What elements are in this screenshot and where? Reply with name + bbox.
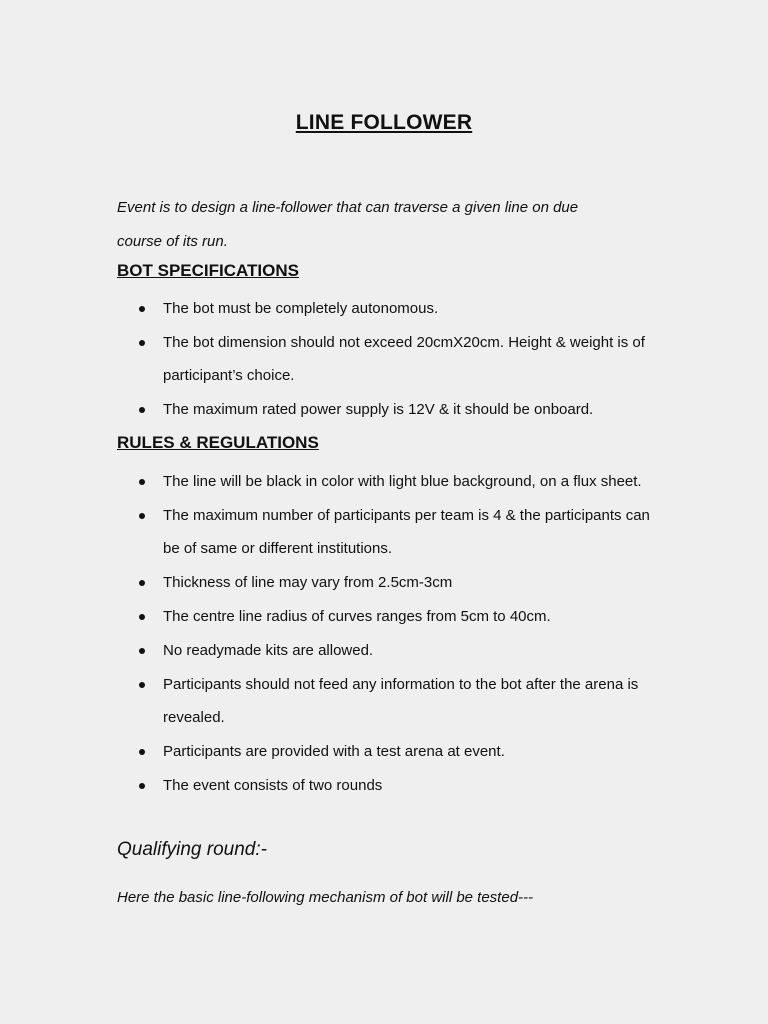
list-item — [117, 735, 658, 768]
list-item-text: No readymade kits are allowed. — [163, 642, 374, 659]
list-item-text: The maximum rated power supply is 12V & it should be onboard. — [163, 401, 594, 418]
bullet-icon — [139, 648, 145, 654]
list-item-text: Thickness of line may vary from 2.5cm-3cm — [163, 574, 453, 591]
list-item — [117, 326, 658, 392]
list-item-text: The line will be black in color with light blue background, on a flux sheet. — [163, 473, 642, 490]
list-item — [117, 769, 658, 802]
list-item-text: The bot dimension should not exceed 20cmX20cm. Height & weight is of participant’s choice. — [163, 334, 645, 384]
list-item-text: The event consists of two rounds — [163, 777, 383, 794]
bullet-icon — [139, 340, 145, 346]
bullet-icon — [139, 614, 145, 620]
qualifying-round-heading: Qualifying round:- — [117, 839, 267, 860]
intro-paragraph — [117, 191, 658, 259]
intro-line-2: course of its run. — [117, 233, 228, 250]
bullet-icon — [139, 513, 145, 519]
document-title: LINE FOLLOWER — [295, 111, 473, 134]
bot-specifications-list — [117, 292, 658, 427]
list-item — [117, 600, 658, 633]
bot-specifications-heading: BOT SPECIFICATIONS — [117, 261, 299, 280]
rules-regulations-heading: RULES & REGULATIONS — [117, 433, 319, 452]
list-item — [117, 292, 658, 325]
rules-regulations-list — [117, 465, 658, 803]
qualifying-round-text: Here the basic line-following mechanism of bot will be tested--- — [117, 889, 534, 906]
bullet-icon — [139, 407, 145, 413]
list-item-text: Participants are provided with a test arena at event. — [163, 743, 505, 760]
list-item — [117, 393, 658, 426]
bullet-icon — [139, 306, 145, 312]
list-item — [117, 465, 658, 498]
list-item — [117, 634, 658, 667]
bullet-icon — [139, 682, 145, 688]
list-item-text: Participants should not feed any information to the bot after the arena is revealed. — [163, 676, 639, 726]
list-item — [117, 566, 658, 599]
list-item-text: The maximum number of participants per team is 4 & the participants can be of same or different institutions. — [163, 507, 650, 557]
list-item-text: The bot must be completely autonomous. — [163, 300, 439, 317]
list-item-text: The centre line radius of curves ranges from 5cm to 40cm. — [163, 608, 551, 625]
intro-line-1: Event is to design a line-follower that can traverse a given line on due — [117, 199, 579, 216]
list-item — [117, 668, 658, 734]
bullet-icon — [139, 580, 145, 586]
bullet-icon — [139, 749, 145, 755]
bullet-icon — [139, 479, 145, 485]
bullet-icon — [139, 783, 145, 789]
list-item — [117, 499, 658, 565]
